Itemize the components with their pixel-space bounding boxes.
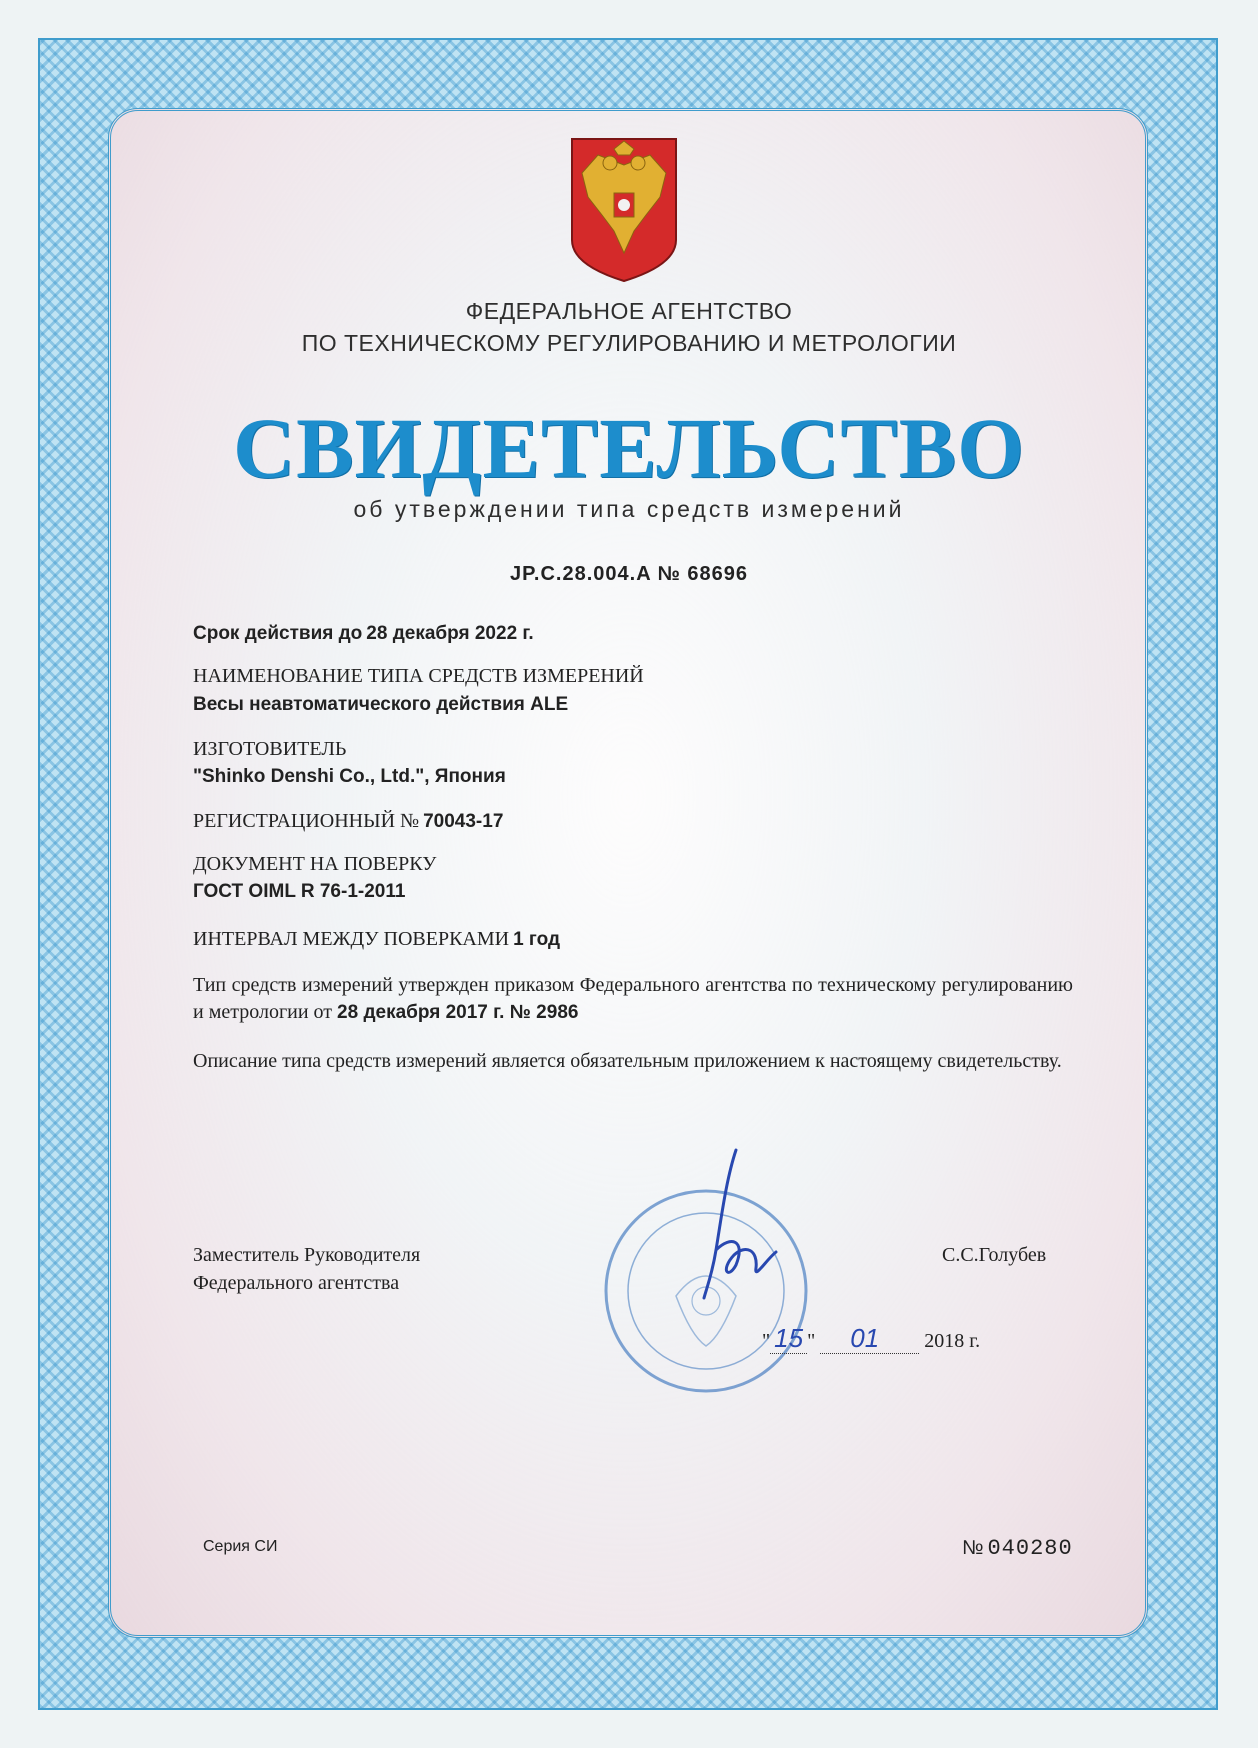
interval-value: 1 год — [513, 929, 561, 950]
series-label: Серия СИ — [203, 1538, 278, 1555]
interval-line — [193, 928, 560, 951]
form-number — [962, 1536, 1073, 1561]
form-number-sign: № — [962, 1537, 984, 1559]
signing-date: " 15 " 01 2018 г. — [762, 1323, 981, 1353]
manufacturer-value: "Shinko Denshi Co., Ltd.", Япония — [193, 766, 506, 787]
certificate-number: JP.C.28.004.A № 68696 — [510, 563, 748, 585]
approval-order-text: Тип средств измерений утвержден приказом Федерального агентства по техническому регулированию и метрологии от — [193, 974, 1073, 1023]
handwritten-signature — [676, 1140, 786, 1310]
type-label: НАИМЕНОВАНИЕ ТИПА СРЕДСТВ ИЗМЕРЕНИЙ — [193, 665, 644, 687]
registration-line — [193, 810, 503, 833]
certificate-subtitle: об утверждении типа средств измерений — [353, 496, 905, 522]
coat-of-arms-emblem — [568, 135, 680, 285]
verification-doc-value: ГОСТ OIML R 76-1-2011 — [193, 881, 406, 902]
date-month: 01 — [820, 1323, 919, 1354]
date-day: 15 — [770, 1323, 807, 1354]
appendix-paragraph: Описание типа средств измерений является обязательным приложением к настоящему свидетельству. — [193, 1050, 1062, 1072]
agency-line-1: ФЕДЕРАЛЬНОЕ АГЕНТСТВО — [465, 298, 793, 324]
signatory-name: С.С.Голубев — [942, 1244, 1047, 1266]
verification-doc-label: ДОКУМЕНТ НА ПОВЕРКУ — [193, 853, 437, 875]
date-year: 2018 г. — [924, 1330, 981, 1352]
registration-value: 70043-17 — [423, 811, 504, 832]
manufacturer-label: ИЗГОТОВИТЕЛЬ — [193, 738, 347, 760]
validity-value: 28 декабря 2022 г. — [366, 623, 534, 644]
registration-label: РЕГИСТРАЦИОННЫЙ № — [193, 810, 420, 832]
type-value: Весы неавтоматического действия ALE — [193, 694, 569, 715]
approval-order-paragraph — [193, 972, 1073, 1026]
agency-line-2: ПО ТЕХНИЧЕСКОМУ РЕГУЛИРОВАНИЮ И МЕТРОЛОГИИ — [301, 330, 957, 356]
form-number-value: 040280 — [987, 1536, 1073, 1561]
interval-label: ИНТЕРВАЛ МЕЖДУ ПОВЕРКАМИ — [193, 928, 510, 950]
certificate-title: СВИДЕТЕЛЬСТВО — [233, 400, 1025, 496]
signatory-position-line-1: Заместитель Руководителя — [193, 1244, 421, 1266]
validity-line — [193, 623, 534, 645]
validity-label: Срок действия до — [193, 623, 363, 644]
approval-order-date-number: 28 декабря 2017 г. № 2986 — [337, 1002, 579, 1023]
signatory-position-line-2: Федерального агентства — [193, 1272, 400, 1294]
